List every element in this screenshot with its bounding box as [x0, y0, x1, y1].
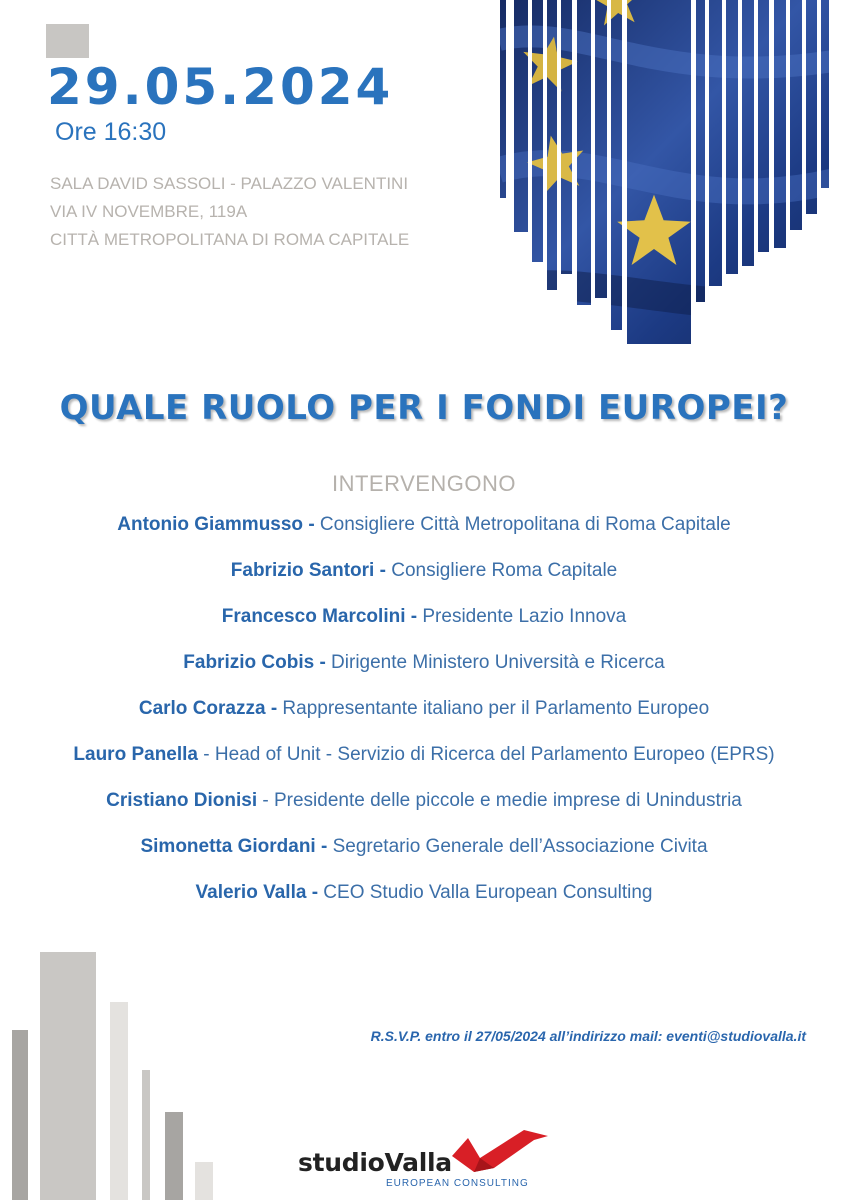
- event-time: Ore 16:30: [55, 118, 167, 146]
- speaker-role: Segretario Generale dell’Associazione Civita: [327, 836, 708, 857]
- speaker-name: Valerio Valla -: [195, 882, 319, 903]
- logo-wordmark: studioValla: [298, 1148, 452, 1177]
- speaker-item: [0, 740, 848, 786]
- speaker-item: [0, 694, 848, 740]
- speaker-role: Rappresentante italiano per il Parlamento Europeo: [277, 698, 710, 719]
- speaker-name: Cristiano Dionisi: [106, 790, 258, 811]
- venue-line: CITTÀ METROPOLITANA DI ROMA CAPITALE: [50, 230, 410, 249]
- venue-line: VIA IV NOVEMBRE, 119A: [50, 202, 248, 221]
- logo-tagline: EUROPEAN CONSULTING: [386, 1178, 529, 1189]
- speaker-item: [0, 510, 848, 556]
- venue-line: SALA DAVID SASSOLI - PALAZZO VALENTINI: [50, 174, 409, 193]
- speaker-item: [0, 602, 848, 648]
- speaker-name: Fabrizio Santori -: [230, 560, 386, 581]
- speaker-role: Consigliere Città Metropolitana di Roma Capitale: [314, 514, 731, 535]
- speaker-item: [0, 832, 848, 878]
- speaker-role: - Head of Unit - Servizio di Ricerca del Parlamento Europeo (EPRS): [198, 744, 775, 765]
- studio-valla-logo: [298, 1128, 558, 1192]
- speakers-label: INTERVENGONO: [331, 471, 517, 496]
- rsvp-note: R.S.V.P. entro il 27/05/2024 all’indirizzo mail: eventi@studiovalla.it: [370, 1028, 806, 1044]
- eu-flag-image: [499, 0, 839, 350]
- speaker-name: Simonetta Giordani -: [140, 836, 328, 857]
- speaker-name: Fabrizio Cobis -: [183, 652, 326, 673]
- event-date: 29.05.2024: [47, 58, 394, 116]
- decorative-gray-square: [46, 24, 89, 58]
- speaker-item: [0, 786, 848, 832]
- speaker-name: Antonio Giammusso -: [117, 514, 315, 535]
- venue-address: [50, 170, 409, 254]
- speakers-list: [0, 510, 848, 924]
- speaker-item: [0, 648, 848, 694]
- speaker-role: CEO Studio Valla European Consulting: [318, 882, 653, 903]
- speaker-item: [0, 878, 848, 924]
- studio-valla-swoosh-icon: [450, 1128, 550, 1176]
- event-headline: QUALE RUOLO PER I FONDI EUROPEI?: [59, 388, 789, 428]
- speaker-role: Dirigente Ministero Università e Ricerca: [325, 652, 665, 673]
- speaker-name: Carlo Corazza -: [138, 698, 278, 719]
- speaker-role: - Presidente delle piccole e medie imprese di Unindustria: [257, 790, 742, 811]
- speaker-role: Presidente Lazio Innova: [417, 606, 627, 627]
- speaker-role: Consigliere Roma Capitale: [385, 560, 618, 581]
- decorative-gray-bars: [0, 940, 240, 1200]
- speaker-name: Lauro Panella: [73, 744, 199, 765]
- speaker-item: [0, 556, 848, 602]
- speaker-name: Francesco Marcolini -: [221, 606, 418, 627]
